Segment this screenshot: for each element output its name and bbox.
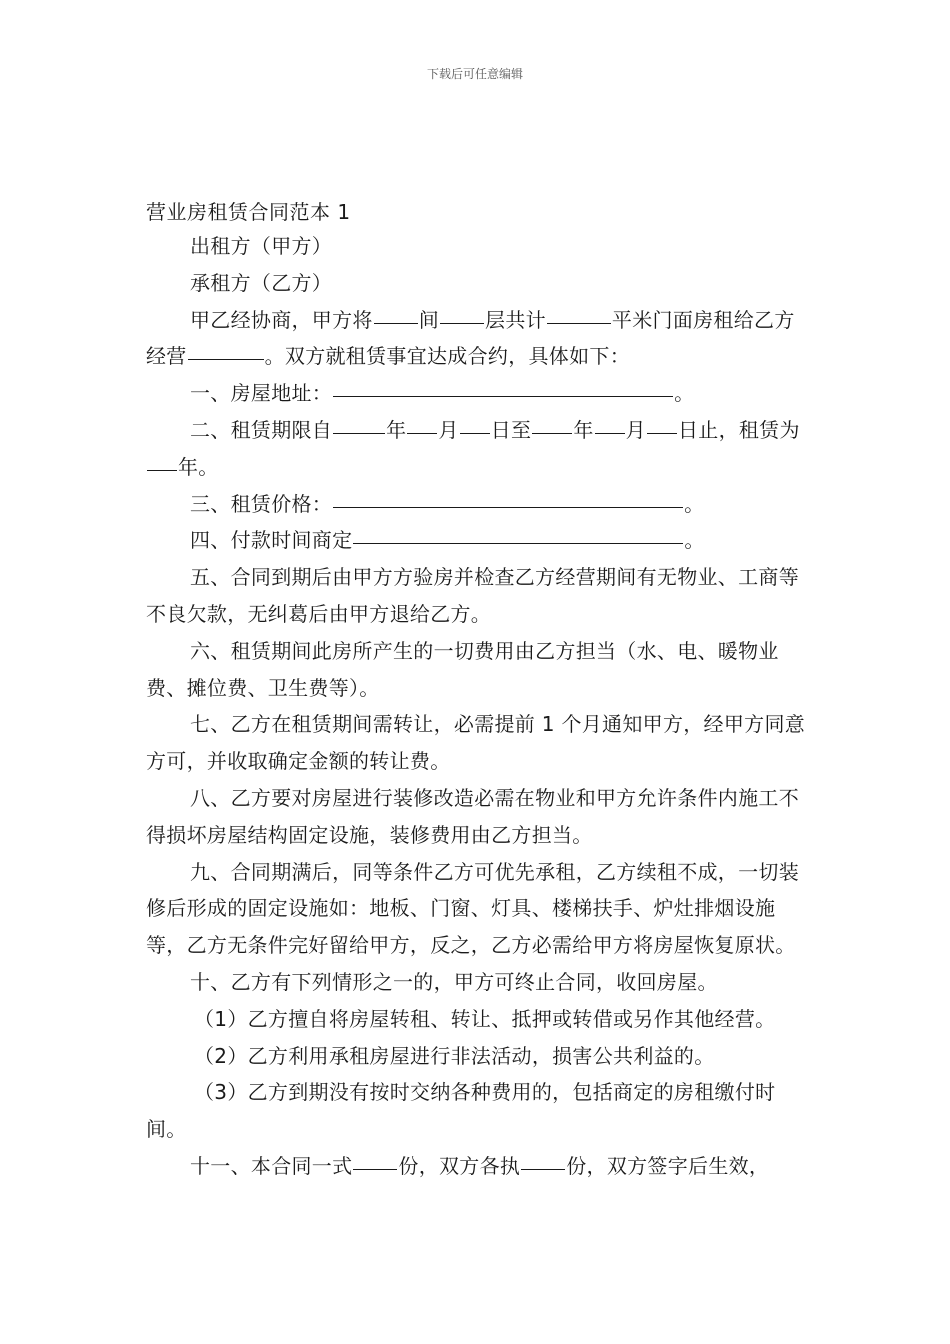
blank-line <box>407 432 437 434</box>
intro-paragraph: 甲乙经协商，甲方将 间 层共计 平米门面房租给乙方经营 。双方就租赁事宜达成合约，具体如下： <box>146 307 795 369</box>
blank-line <box>460 432 490 434</box>
clause-10-item-1: （1）乙方擅自将房屋转租、转让、抵押或转借或另作其他经营。 <box>194 1006 776 1031</box>
blank-line <box>188 358 264 360</box>
blank-line <box>374 322 418 324</box>
blank-line <box>521 1168 565 1170</box>
clause-8: 八、乙方要对房屋进行装修改造必需在物业和甲方允许条件内施工不得损坏房屋结构固定设施，装修费用由乙方担当。 <box>146 785 799 847</box>
blank-line <box>333 506 683 508</box>
clause-11: 十一、本合同一式 份，双方各执 份，双方签字后生效， <box>190 1153 770 1178</box>
blank-line <box>532 432 572 434</box>
clause-7: 七、乙方在租赁期间需转让，必需提前 1 个月通知甲方，经甲方同意方可，并收取确定金额的转让费。 <box>146 712 806 774</box>
blank-line <box>547 322 611 324</box>
blank-line <box>147 469 177 471</box>
blank-line <box>440 322 484 324</box>
clause-10-item-3: （3）乙方到期没有按时交纳各种费用的，包括商定的房租缴付时间。 <box>146 1080 776 1142</box>
clause-2: 二、租赁期限自 年 月 日至 年 月 日止，租赁为年。 <box>146 412 814 486</box>
clause-10: 十、乙方有下列情形之一的，甲方可终止合同，收回房屋。 <box>190 969 718 994</box>
lessee-line: 承租方（乙方） <box>190 270 333 295</box>
blank-line <box>353 1168 397 1170</box>
clause-6: 六、租赁期间此房所产生的一切费用由乙方担当（水、电、暖物业费、摊位费、卫生费等）。 <box>146 638 779 700</box>
lessor-line: 出租方（甲方） <box>190 234 333 258</box>
clause-4: 四、付款时间商定 。 <box>190 528 705 553</box>
blank-line <box>595 432 625 434</box>
clause-1: 一、房屋地址： 。 <box>190 381 695 406</box>
clause-9: 九、合同期满后，同等条件乙方可优先承租，乙方续租不成，一切装修后形成的固定设施如：地板、门窗、灯具、楼梯扶手、炉灶排烟设施等，乙方无条件完好留给甲方，反之，乙方必需给甲方将房屋恢复原状。 <box>146 859 799 958</box>
clause-5: 五、合同到期后由甲方方验房并检查乙方经营期间有无物业、工商等不良欠款，无纠葛后由甲方退给乙方。 <box>146 565 799 626</box>
clause-10-item-2: （2）乙方利用承租房屋进行非法活动，损害公共利益的。 <box>194 1043 715 1068</box>
blank-line <box>333 432 385 434</box>
blank-line <box>353 542 683 544</box>
blank-line <box>647 432 677 434</box>
clause-3: 三、租赁价格： 。 <box>190 491 705 516</box>
page-header: 下载后可任意编辑 <box>426 67 523 81</box>
contract-title: 营业房租赁合同范本 1 <box>146 200 351 224</box>
blank-line <box>333 395 673 397</box>
contract-body <box>146 228 814 1185</box>
